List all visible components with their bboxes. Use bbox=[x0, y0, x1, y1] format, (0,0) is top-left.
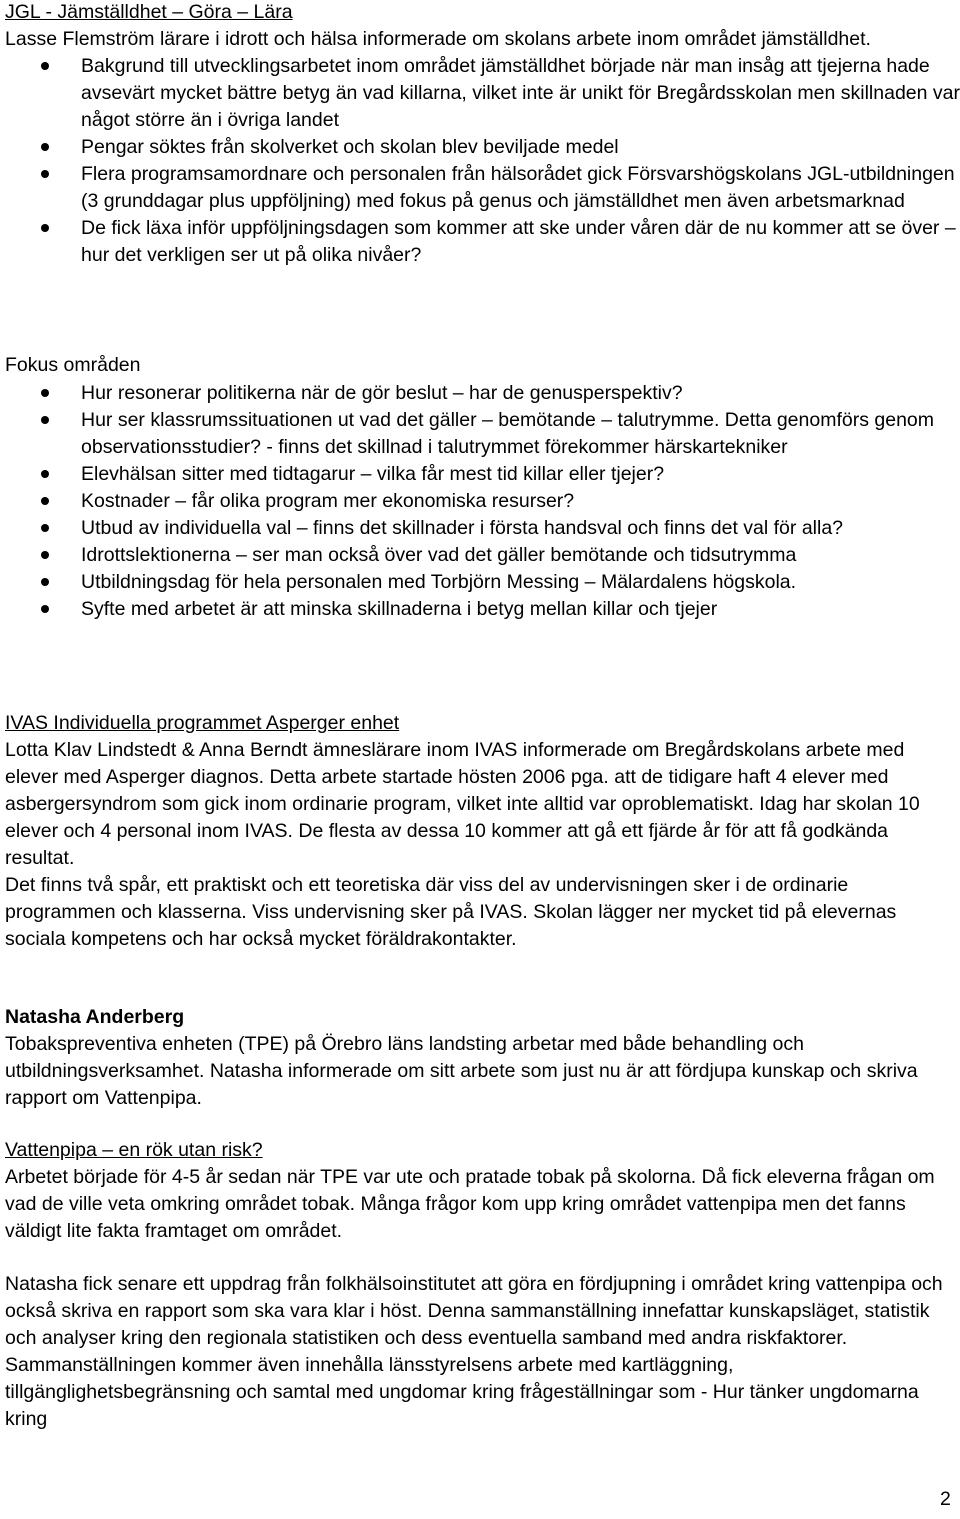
list-item: Hur resonerar politikerna när de gör beslut – har de genusperspektiv? bbox=[81, 380, 960, 407]
list-item: Utbud av individuella val – finns det skillnader i första handsval och finns det val för alla? bbox=[81, 515, 960, 542]
page-number: 2 bbox=[940, 1488, 951, 1510]
section-heading-fokus: Fokus områden bbox=[5, 354, 141, 376]
list-item: Kostnader – får olika program mer ekonomiska resurser? bbox=[81, 488, 960, 515]
paragraph-ivas-2: Det finns två spår, ett praktiskt och ett teoretiska där viss del av undervisningen sker i de ordinarie programmen och klasserna. Viss undervisning sker på IVAS. Skolan lägger ner mycket tid på elevernas sociala kompetens och har också mycket föräldrakontakter. bbox=[5, 874, 897, 950]
section-heading-jgl: JGL - Jämställdhet – Göra – Lära bbox=[5, 1, 293, 23]
paragraph-vattenpipa-1: Arbetet började för 4-5 år sedan när TPE var ute och pratade tobak på skolorna. Då fick eleverna frågan om vad de ville veta omkring området tobak. Många frågor kom upp kring området vattenpipa men det fanns väldigt lite fakta framtaget om området. bbox=[5, 1166, 935, 1242]
list-item: Pengar söktes från skolverket och skolan blev beviljade medel bbox=[81, 134, 960, 161]
section-natasha bbox=[5, 1004, 960, 1112]
paragraph-jgl-intro: Lasse Flemström lärare i idrott och hälsa informerade om skolans arbete inom området jämställdhet. bbox=[5, 28, 871, 50]
list-item: Idrottslektionerna – ser man också över vad det gäller bemötande och tidsutrymma bbox=[81, 542, 960, 569]
list-item: Elevhälsan sitter med tidtagarur – vilka får mest tid killar eller tjejer? bbox=[81, 461, 960, 488]
paragraph-ivas-1: Lotta Klav Lindstedt & Anna Berndt ämneslärare inom IVAS informerade om Bregårdskolans arbete med elever med Asperger diagnos. Detta arbete startade hösten 2006 pga. att de tidigare haft 4 elever med asbergersyndrom som gick inom ordinarie program, vilket inte alltid var oproblematiskt. Idag har skolan 10 elever och 4 personal inom IVAS. De flesta av dessa 10 kommer att gå ett fjärde år för att få godkända resultat. bbox=[5, 739, 920, 869]
section-vattenpipa bbox=[5, 1137, 960, 1433]
bullet-list-jgl bbox=[5, 53, 960, 269]
paragraph-vattenpipa-2: Natasha fick senare ett uppdrag från folkhälsoinstitutet att göra en fördjupning i området kring vattenpipa och också skriva en rapport som ska vara klar i höst. Denna sammanställning innefattar kunskapsläget, statistik och analyser kring den regionala statistiken och dess eventuella samband med andra riskfaktorer. Sammanställningen kommer även innehålla länsstyrelsens arbete med kartläggning, tillgänglighetsbegränsning och samtal med ungdomar kring frågeställningar som - Hur tänker ungdomarna kring bbox=[5, 1273, 943, 1430]
list-item: Flera programsamordnare och personalen från hälsorådet gick Försvarshögskolans JGL-utbildningen (3 grunddagar plus uppföljning) med fokus på genus och jämställdhet men även arbetsmarknad bbox=[81, 161, 960, 215]
list-item: De fick läxa inför uppföljningsdagen som kommer att ske under våren där de nu kommer att se över – hur det verkligen ser ut på olika nivåer? bbox=[81, 215, 960, 269]
bullet-list-fokus bbox=[5, 380, 960, 623]
list-item: Bakgrund till utvecklingsarbetet inom området jämställdhet började när man insåg att tjejerna hade avsevärt mycket bättre betyg än vad killarna, vilket inte är unikt för Bregårdsskolan men skillnaden var något större än i övriga landet bbox=[81, 53, 960, 134]
section-heading-vattenpipa: Vattenpipa – en rök utan risk? bbox=[5, 1139, 263, 1161]
list-item: Utbildningsdag för hela personalen med Torbjörn Messing – Mälardalens högskola. bbox=[81, 569, 960, 596]
section-heading-natasha: Natasha Anderberg bbox=[5, 1006, 185, 1028]
section-fokus bbox=[5, 352, 960, 623]
section-jgl bbox=[5, 0, 960, 269]
section-heading-ivas: IVAS Individuella programmet Asperger enhet bbox=[5, 712, 400, 734]
paragraph-natasha-1: Tobakspreventiva enheten (TPE) på Örebro läns landsting arbetar med både behandling och utbildningsverksamhet. Natasha informerade om sitt arbete som just nu är att fördjupa kunskap och skriva rapport om Vattenpipa. bbox=[5, 1033, 918, 1109]
list-item: Syfte med arbetet är att minska skillnaderna i betyg mellan killar och tjejer bbox=[81, 596, 960, 623]
list-item: Hur ser klassrumssituationen ut vad det gäller – bemötande – talutrymme. Detta genomförs genom observationsstudier? - finns det skillnad i talutrymmet förekommer härskartekniker bbox=[81, 407, 960, 461]
section-ivas bbox=[5, 710, 960, 953]
